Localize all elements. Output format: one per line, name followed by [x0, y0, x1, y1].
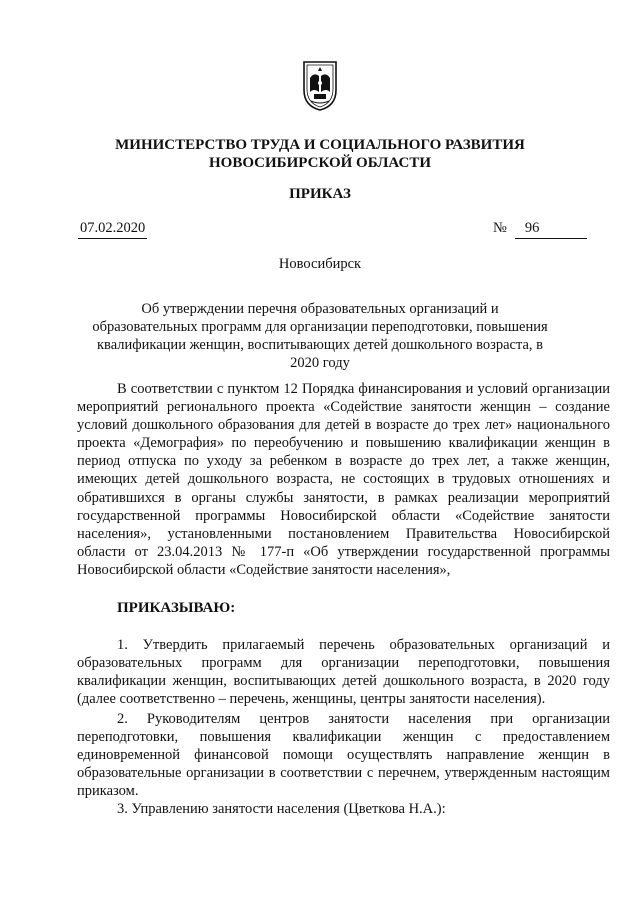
order-title: ПРИКАЗ	[289, 186, 351, 202]
order-date: 07.02.2020	[78, 220, 147, 239]
order-number	[493, 220, 587, 239]
order-number-value: 96	[515, 220, 587, 239]
order-item-1: 1. Утвердить прилагаемый перечень образовательных организаций и образовательных программ для организации переподготовки, повышения квалификации женщин, воспитывающих детей дошкольного возраста, в 2020 году (далее соответственно – перечень, женщины, центры занятости населения).	[77, 637, 610, 708]
order-subject: Об утверждении перечня образовательных организаций и образовательных программ для организации переподготовки, повышения квалификации женщин, воспитывающих детей дошкольного возраста, в 2020 году	[92, 301, 548, 371]
order-item-3: 3. Управлению занятости населения (Цветкова Н.А.):	[117, 801, 446, 817]
ministry-name	[0, 136, 640, 172]
preamble-paragraph: В соответствии с пунктом 12 Порядка финансирования и условий организации мероприятий регионального проекта «Содействие занятости женщин – создание условий дошкольного образования для детей в возрасте до трех лет» национального проекта «Демография» по переобучению и повышению квалификации женщин в период отпуска по уходу за ребенком в возрасте до трех лет, а также женщин, имеющих детей дошкольного возраста, не состоящих в трудовых отношениях и обратившихся в органы службы занятости, в рамках реализации мероприятий государственной программы Новосибирской области «Содействие занятости населения», установленными постановлением Правительства Новосибирской области от 23.04.2013 № 177-п «Об утверждении государственной программы Новосибирской области «Содействие занятости населения»,	[77, 381, 610, 578]
decree-word: ПРИКАЗЫВАЮ:	[117, 600, 236, 616]
city: Новосибирск	[278, 256, 362, 272]
ministry-line-2: НОВОСИБИРСКОЙ ОБЛАСТИ	[208, 155, 432, 171]
novosibirsk-coat-of-arms-icon	[300, 58, 340, 112]
ministry-line-1: МИНИСТЕРСТВО ТРУДА И СОЦИАЛЬНОГО РАЗВИТИЯ	[115, 137, 525, 153]
number-sign: №	[493, 220, 507, 236]
order-item-2: 2. Руководителям центров занятости населения при организации переподготовки, повышения квалификации женщин с предоставлением единовременной финансовой помощи осуществлять направление женщин в образовательные организации в соответствии с перечнем, утвержденным настоящим приказом.	[77, 711, 610, 800]
